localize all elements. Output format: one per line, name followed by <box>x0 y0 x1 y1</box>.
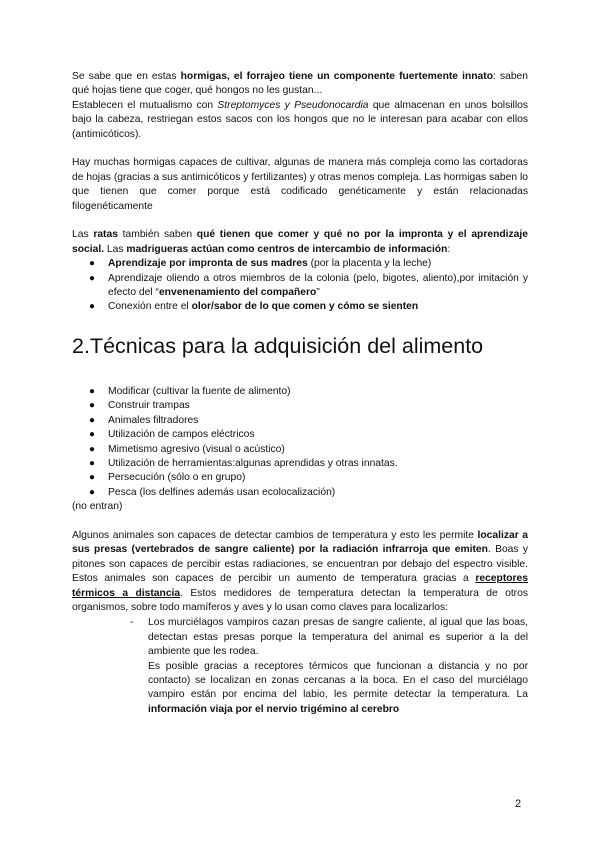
list-item-text: Persecución (sólo o en grupo) <box>108 472 246 484</box>
list-item <box>72 399 528 413</box>
list-item <box>72 414 528 428</box>
paragraph-mutualismo <box>72 99 528 142</box>
sub-list-item <box>72 616 528 717</box>
text-run: Establecen el mutualismo con <box>72 99 218 111</box>
bullet-icon: ● <box>89 272 96 284</box>
list-item <box>72 300 528 314</box>
techniques-bullet-list <box>72 385 528 500</box>
bullet-icon: ● <box>89 457 96 469</box>
list-item-text: Animales filtradores <box>108 414 199 426</box>
text-run: . Boas y pitones son capaces de percibir estas radiaciones, se encuentran por debajo del espectro visible. Estos animales son capaces de percibir un aumento de temperatura gracias a <box>72 544 528 585</box>
bullet-icon: ● <box>89 472 96 484</box>
text-run: : <box>447 243 451 255</box>
page-number: 2 <box>515 798 522 810</box>
text-run: Se sabe que en estas <box>72 71 181 82</box>
list-item-text: Mimetismo agresivo (visual o acústico) <box>108 443 285 455</box>
dash-marker: - <box>130 617 134 629</box>
sub-paragraph-murcielagos: Los murciélagos vampiros cazan presas de sangre caliente, al igual que las boas, detectan estas presas porque la temperatura del animal es superior a la del ambiente que les rodea. <box>148 617 528 658</box>
bold-text: hormigas, el forrajeo tiene un componente fuertemente innato <box>180 71 493 82</box>
list-item <box>72 486 528 500</box>
paragraph-temperatura <box>72 529 528 615</box>
list-item <box>72 443 528 457</box>
text-run: que almacenan en unos bolsillos bajo la cabeza, restriegan estos sacos con los hongos que no le interesan para acabar con ellos (antimicóticos). <box>72 99 528 140</box>
list-item-text: Modificar (cultivar la fuente de alimento) <box>108 385 291 397</box>
text-run: Algunos animales son capaces de detectar cambios de temperatura y esto les permite <box>72 529 478 541</box>
text-run: Las <box>72 229 94 241</box>
paragraph-ratas <box>72 228 528 257</box>
ratas-bullet-list <box>72 257 528 315</box>
note-no-entran: (no entran) <box>72 501 123 513</box>
list-item <box>72 457 528 471</box>
list-item <box>72 272 528 301</box>
bullet-icon: ● <box>89 385 96 397</box>
list-item <box>72 257 528 271</box>
text-run: (por la placenta y la leche) <box>307 258 432 270</box>
bold-text: qué tienen que comer y qué no por la impronta y el aprendizaje social. <box>72 229 528 255</box>
bold-text: envenenamiento del compañero <box>158 287 317 299</box>
text-run: también saben <box>117 229 197 241</box>
bold-text: localizar a sus presas (vertebrados de sangre caliente) por la radiación infrarroja que emiten <box>72 529 528 556</box>
bold-underlined-text: receptores térmicos a distancia <box>72 573 528 599</box>
text-run: : saben qué hojas tiene que coger, qué hongos no les gustan... <box>72 71 529 97</box>
text-run: Las <box>104 243 127 255</box>
section-heading: 2.Técnicas para la adquisición del alimento <box>72 333 484 358</box>
bullet-icon: ● <box>89 400 96 412</box>
paragraph-hormigas-cultivar: Hay muchas hormigas capaces de cultivar, algunas de manera más compleja como las cortadoras de hojas (gracias a sus antimicóticos y fertilizantes) y otras menos compleja. Las hormigas saben lo que tienen que comer porque está codificado genéticamente y están relacionadas filogenéticamente <box>72 157 528 212</box>
text-run: ” <box>316 287 320 299</box>
list-item <box>72 471 528 485</box>
list-item-text: Pesca (los delfines además usan ecolocalización) <box>108 486 336 498</box>
bullet-icon: ● <box>89 429 96 441</box>
bullet-icon: ● <box>89 443 96 455</box>
bold-text: información viaja por el nervio trigémino al cerebro <box>148 703 400 715</box>
list-item-text: Utilización de campos eléctricos <box>108 429 255 441</box>
bold-text: madrigueras actúan como centros de intercambio de información <box>126 243 448 255</box>
text-run: Es posible gracias a receptores térmicos que funcionan a distancia y no por contacto) se localizan en zonas cercanas a la boca. En el caso del murciélago vampiro están por encima del labio, les permite detectar la temperatura. La <box>148 660 528 701</box>
text-run: Conexión entre el <box>108 301 192 313</box>
sub-paragraph-receptores <box>148 660 528 718</box>
page-content <box>72 70 528 717</box>
bullet-icon: ● <box>89 414 96 426</box>
text-run: Aprendizaje oliendo a otros miembros de la colonia (pelo, bigotes, aliento),por imitación y efecto del “ <box>108 272 528 299</box>
bold-text: ratas <box>93 229 118 241</box>
list-item <box>72 385 528 399</box>
bold-text: olor/sabor de lo que comen y cómo se sienten <box>191 301 419 313</box>
list-item-text: Utilización de herramientas:algunas aprendidas y otras innatas. <box>108 457 398 469</box>
bullet-icon: ● <box>89 258 96 270</box>
italic-text: Streptomyces y Pseudonocardia <box>217 99 369 111</box>
bold-text: Aprendizaje por impronta de sus madres <box>108 258 308 270</box>
bullet-icon: ● <box>89 486 96 498</box>
text-run: . Estos medidores de temperatura detectan la temperatura de otros organismos, sobre todo mamíferos y aves y lo usan como claves para localizarlos: <box>72 587 528 613</box>
list-item-text: Construir trampas <box>108 400 190 412</box>
list-item <box>72 428 528 442</box>
bullet-icon: ● <box>89 301 96 313</box>
paragraph-hormigas-forrajeo <box>72 70 528 99</box>
